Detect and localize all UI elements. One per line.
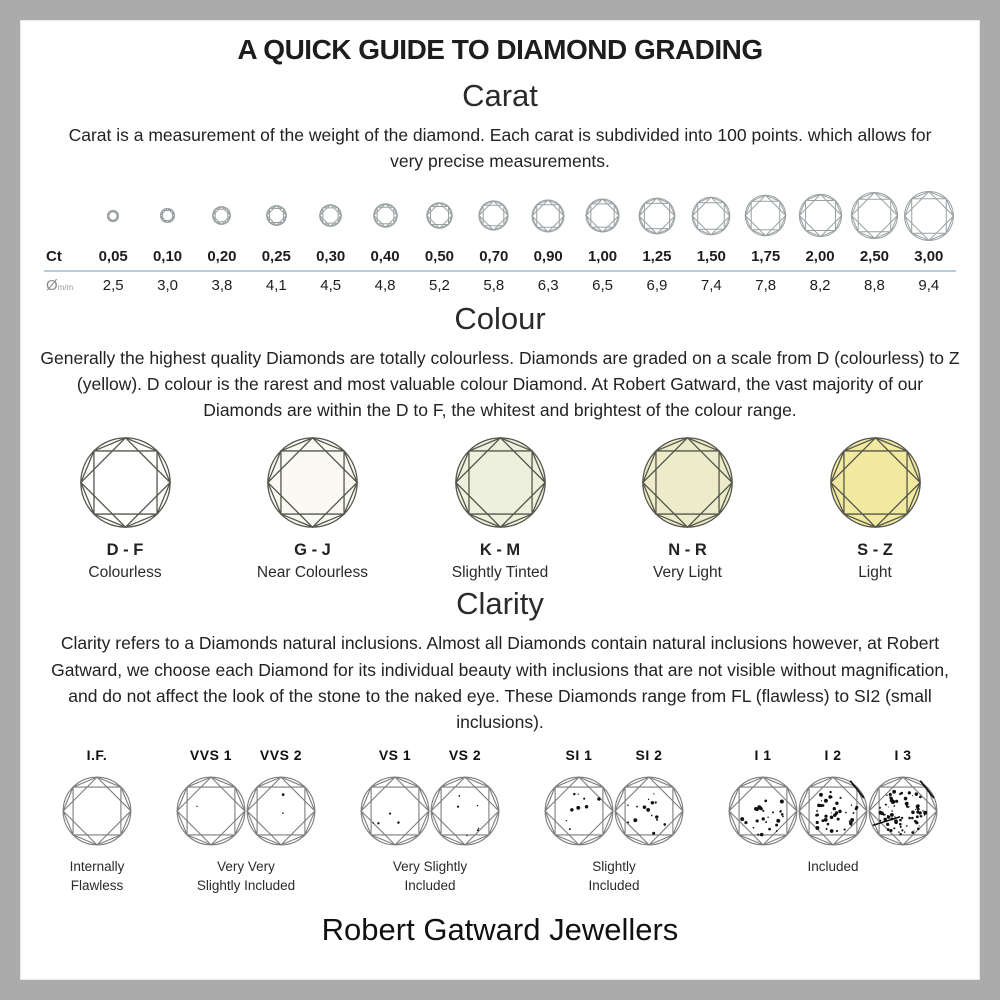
clarity-diamond-icon	[543, 775, 615, 847]
clarity-stone-set	[176, 747, 316, 847]
carat-diamond-cell	[140, 187, 194, 245]
clarity-grade-label: I 1	[754, 747, 772, 764]
carat-ct-value: 0,05	[98, 247, 128, 265]
clarity-stone	[544, 747, 614, 847]
clarity-diamond-icon	[429, 775, 501, 847]
colour-diamond-icon	[453, 435, 548, 530]
carat-ct-value: 0,30	[316, 247, 346, 265]
diamond-icon	[266, 205, 287, 226]
clarity-heading: Clarity	[456, 586, 544, 622]
colour-grade-item	[223, 435, 403, 582]
diamond-icon	[691, 196, 731, 236]
carat-diamond-cell	[902, 187, 956, 245]
clarity-stone-set	[360, 747, 500, 847]
colour-range-label: G - J	[294, 541, 331, 560]
colour-grade-description: Colourless	[88, 564, 162, 582]
carat-diamond-cell	[467, 187, 521, 245]
colour-range-label: D - F	[106, 541, 144, 560]
carat-mm-value: 4,8	[374, 276, 396, 294]
colour-grade-item	[35, 435, 215, 582]
carat-ct-value: 1,00	[587, 247, 618, 265]
clarity-stone	[798, 747, 868, 847]
carat-mm-value: 5,8	[483, 276, 505, 294]
diamond-icon	[638, 197, 676, 235]
carat-mm-value: 3,8	[211, 276, 233, 294]
clarity-stone-set	[62, 747, 132, 847]
colour-grade-description: Near Colourless	[256, 564, 369, 582]
diamond-icon	[531, 199, 565, 233]
carat-ct-value: 0,70	[479, 247, 509, 265]
clarity-grade-label: VVS 1	[189, 747, 233, 764]
colour-grade-item	[410, 435, 590, 582]
diamond-icon	[850, 191, 899, 240]
carat-separator-line	[44, 270, 956, 272]
clarity-stone	[614, 747, 684, 847]
colour-grade-item	[785, 435, 965, 582]
carat-diamond-cell	[684, 187, 738, 245]
infographic-page	[20, 20, 980, 980]
carat-mm-value: 6,5	[592, 276, 613, 294]
carat-ct-value: 0,10	[152, 247, 183, 265]
colour-grade-row	[35, 435, 965, 582]
diamond-icon	[426, 202, 453, 229]
diamond-icon	[744, 194, 787, 237]
colour-diamond-icon	[265, 435, 360, 530]
clarity-diamond-icon	[359, 775, 431, 847]
clarity-description: Clarity refers to a Diamonds natural inclusions. Almost all Diamonds contain natural inclusions however, at Robert Gatward, we choose each Diamond for its individual beauty with inclusions that are not visible without magnification, and do not affect the look of the stone to the naked eye. These Diamonds range from FL (flawless) to SI2 (small inclusions).	[51, 633, 949, 732]
carat-ct-value: 2,00	[805, 247, 835, 265]
clarity-grade-label: SI 1	[565, 747, 593, 764]
clarity-stone	[62, 747, 132, 847]
carat-mm-value: 7,4	[700, 276, 722, 294]
clarity-grade-row	[30, 747, 970, 896]
carat-mm-value: 8,8	[864, 276, 885, 294]
clarity-diamond-icon	[61, 775, 133, 847]
clarity-diamond-icon	[613, 775, 685, 847]
clarity-grade-label: I 2	[824, 747, 842, 764]
colour-diamond-icon	[78, 435, 173, 530]
clarity-stone	[360, 747, 430, 847]
carat-heading: Carat	[462, 78, 538, 113]
carat-ct-value: 0,25	[261, 247, 291, 265]
carat-diamond-cell	[358, 187, 412, 245]
carat-ct-value: 1,75	[751, 247, 781, 265]
carat-mm-value: 5,2	[429, 276, 450, 294]
carat-diamond-cell	[575, 187, 629, 245]
clarity-group-caption: Very Slightly Included	[392, 859, 468, 894]
carat-row-label-ct: Ct	[46, 247, 62, 265]
colour-grade-description: Very Light	[653, 564, 722, 582]
clarity-group	[62, 747, 132, 896]
brand-footer: Robert Gatward Jewellers	[321, 912, 679, 948]
carat-mm-value: 6,3	[537, 276, 559, 294]
clarity-stone-set	[544, 747, 684, 847]
carat-mm-value: 6,9	[646, 276, 668, 294]
clarity-group	[176, 747, 316, 896]
colour-description: Generally the highest quality Diamonds are totally colourless. Diamonds are graded on a scale from D (colourless) to Z (yellow). D colour is the rarest and most valuable colour Diamond. At Robert Gatward, the vast majority of our Diamonds are within the D to F, the whitest and brightest of the colour range.	[40, 347, 960, 420]
carat-diamond-cell	[195, 187, 249, 245]
clarity-diamond-icon	[867, 775, 939, 847]
colour-grade-description: Light	[858, 564, 892, 582]
clarity-diamond-icon	[245, 775, 317, 847]
clarity-stone	[868, 747, 938, 847]
diamond-icon	[798, 193, 843, 238]
clarity-stone-set	[728, 747, 938, 847]
carat-diamond-cell	[412, 187, 466, 245]
carat-table	[44, 187, 956, 297]
colour-grade-item	[598, 435, 778, 582]
clarity-group	[728, 747, 938, 877]
carat-ct-value: 0,50	[424, 247, 455, 265]
clarity-diamond-icon	[175, 775, 247, 847]
carat-diamond-cell	[521, 187, 575, 245]
diamond-icon	[585, 198, 620, 233]
diamond-icon	[212, 206, 231, 225]
carat-diamond-cell	[249, 187, 303, 245]
clarity-group	[360, 747, 500, 896]
clarity-diamond-icon	[727, 775, 799, 847]
carat-mm-value: 2,5	[102, 276, 124, 294]
carat-ct-value: 3,00	[914, 247, 944, 265]
colour-range-label: N - R	[668, 541, 707, 560]
clarity-group	[544, 747, 684, 896]
carat-mm-value: 9,4	[918, 276, 940, 294]
clarity-grade-label: VVS 2	[259, 747, 303, 764]
carat-ct-value: 1,50	[696, 247, 726, 265]
clarity-stone	[246, 747, 316, 847]
colour-diamond-icon	[640, 435, 735, 530]
carat-mm-value: 4,5	[320, 276, 342, 294]
carat-row-spacer	[44, 187, 86, 245]
carat-ct-value: 0,40	[370, 247, 400, 265]
colour-grade-description: Slightly Tinted	[451, 564, 549, 582]
carat-diamond-cell	[304, 187, 358, 245]
clarity-grade-label: VS 2	[448, 747, 482, 764]
colour-diamond-icon	[828, 435, 923, 530]
clarity-group-caption: Included	[807, 859, 859, 875]
colour-range-label: S - Z	[857, 541, 893, 560]
clarity-group-caption: Slightly Included	[588, 859, 640, 894]
clarity-stone	[728, 747, 798, 847]
carat-mm-value: 4,1	[265, 276, 287, 294]
diamond-icon	[160, 208, 175, 223]
diamond-icon	[478, 200, 509, 231]
clarity-diamond-icon	[797, 775, 869, 847]
diamond-icon	[373, 203, 398, 228]
diamond-icon	[903, 190, 955, 242]
diamond-icon	[319, 204, 342, 227]
carat-diamond-cell	[739, 187, 793, 245]
colour-heading: Colour	[454, 300, 546, 336]
carat-ct-value: 0,90	[533, 247, 563, 265]
carat-description: Carat is a measurement of the weight of the diamond. Each carat is subdivided into 100 points. which allows for very precise measurements.	[68, 125, 932, 172]
carat-row-label-diameter: Øm/m	[46, 276, 74, 294]
carat-mm-value: 3,0	[157, 276, 178, 294]
clarity-grade-label: SI 2	[635, 747, 663, 764]
carat-ct-value: 2,50	[859, 247, 890, 265]
clarity-group-caption: Very Very Slightly Included	[196, 859, 296, 894]
clarity-group-caption: Internally Flawless	[69, 859, 125, 894]
page-title: A QUICK GUIDE TO DIAMOND GRADING	[237, 34, 763, 65]
carat-diamond-cell	[847, 187, 901, 245]
carat-mm-value: 8,2	[809, 276, 831, 294]
clarity-grade-label: VS 1	[378, 747, 412, 764]
carat-ct-value: 0,20	[207, 247, 237, 265]
clarity-stone	[176, 747, 246, 847]
clarity-grade-label: I.F.	[86, 747, 108, 764]
carat-diamond-cell	[793, 187, 847, 245]
clarity-grade-label: I 3	[894, 747, 912, 764]
carat-ct-value: 1,25	[642, 247, 672, 265]
diamond-icon	[107, 210, 119, 222]
clarity-stone	[430, 747, 500, 847]
colour-range-label: K - M	[479, 541, 521, 560]
carat-mm-value: 7,8	[755, 276, 777, 294]
carat-diamond-cell	[86, 187, 140, 245]
carat-diamond-cell	[630, 187, 684, 245]
